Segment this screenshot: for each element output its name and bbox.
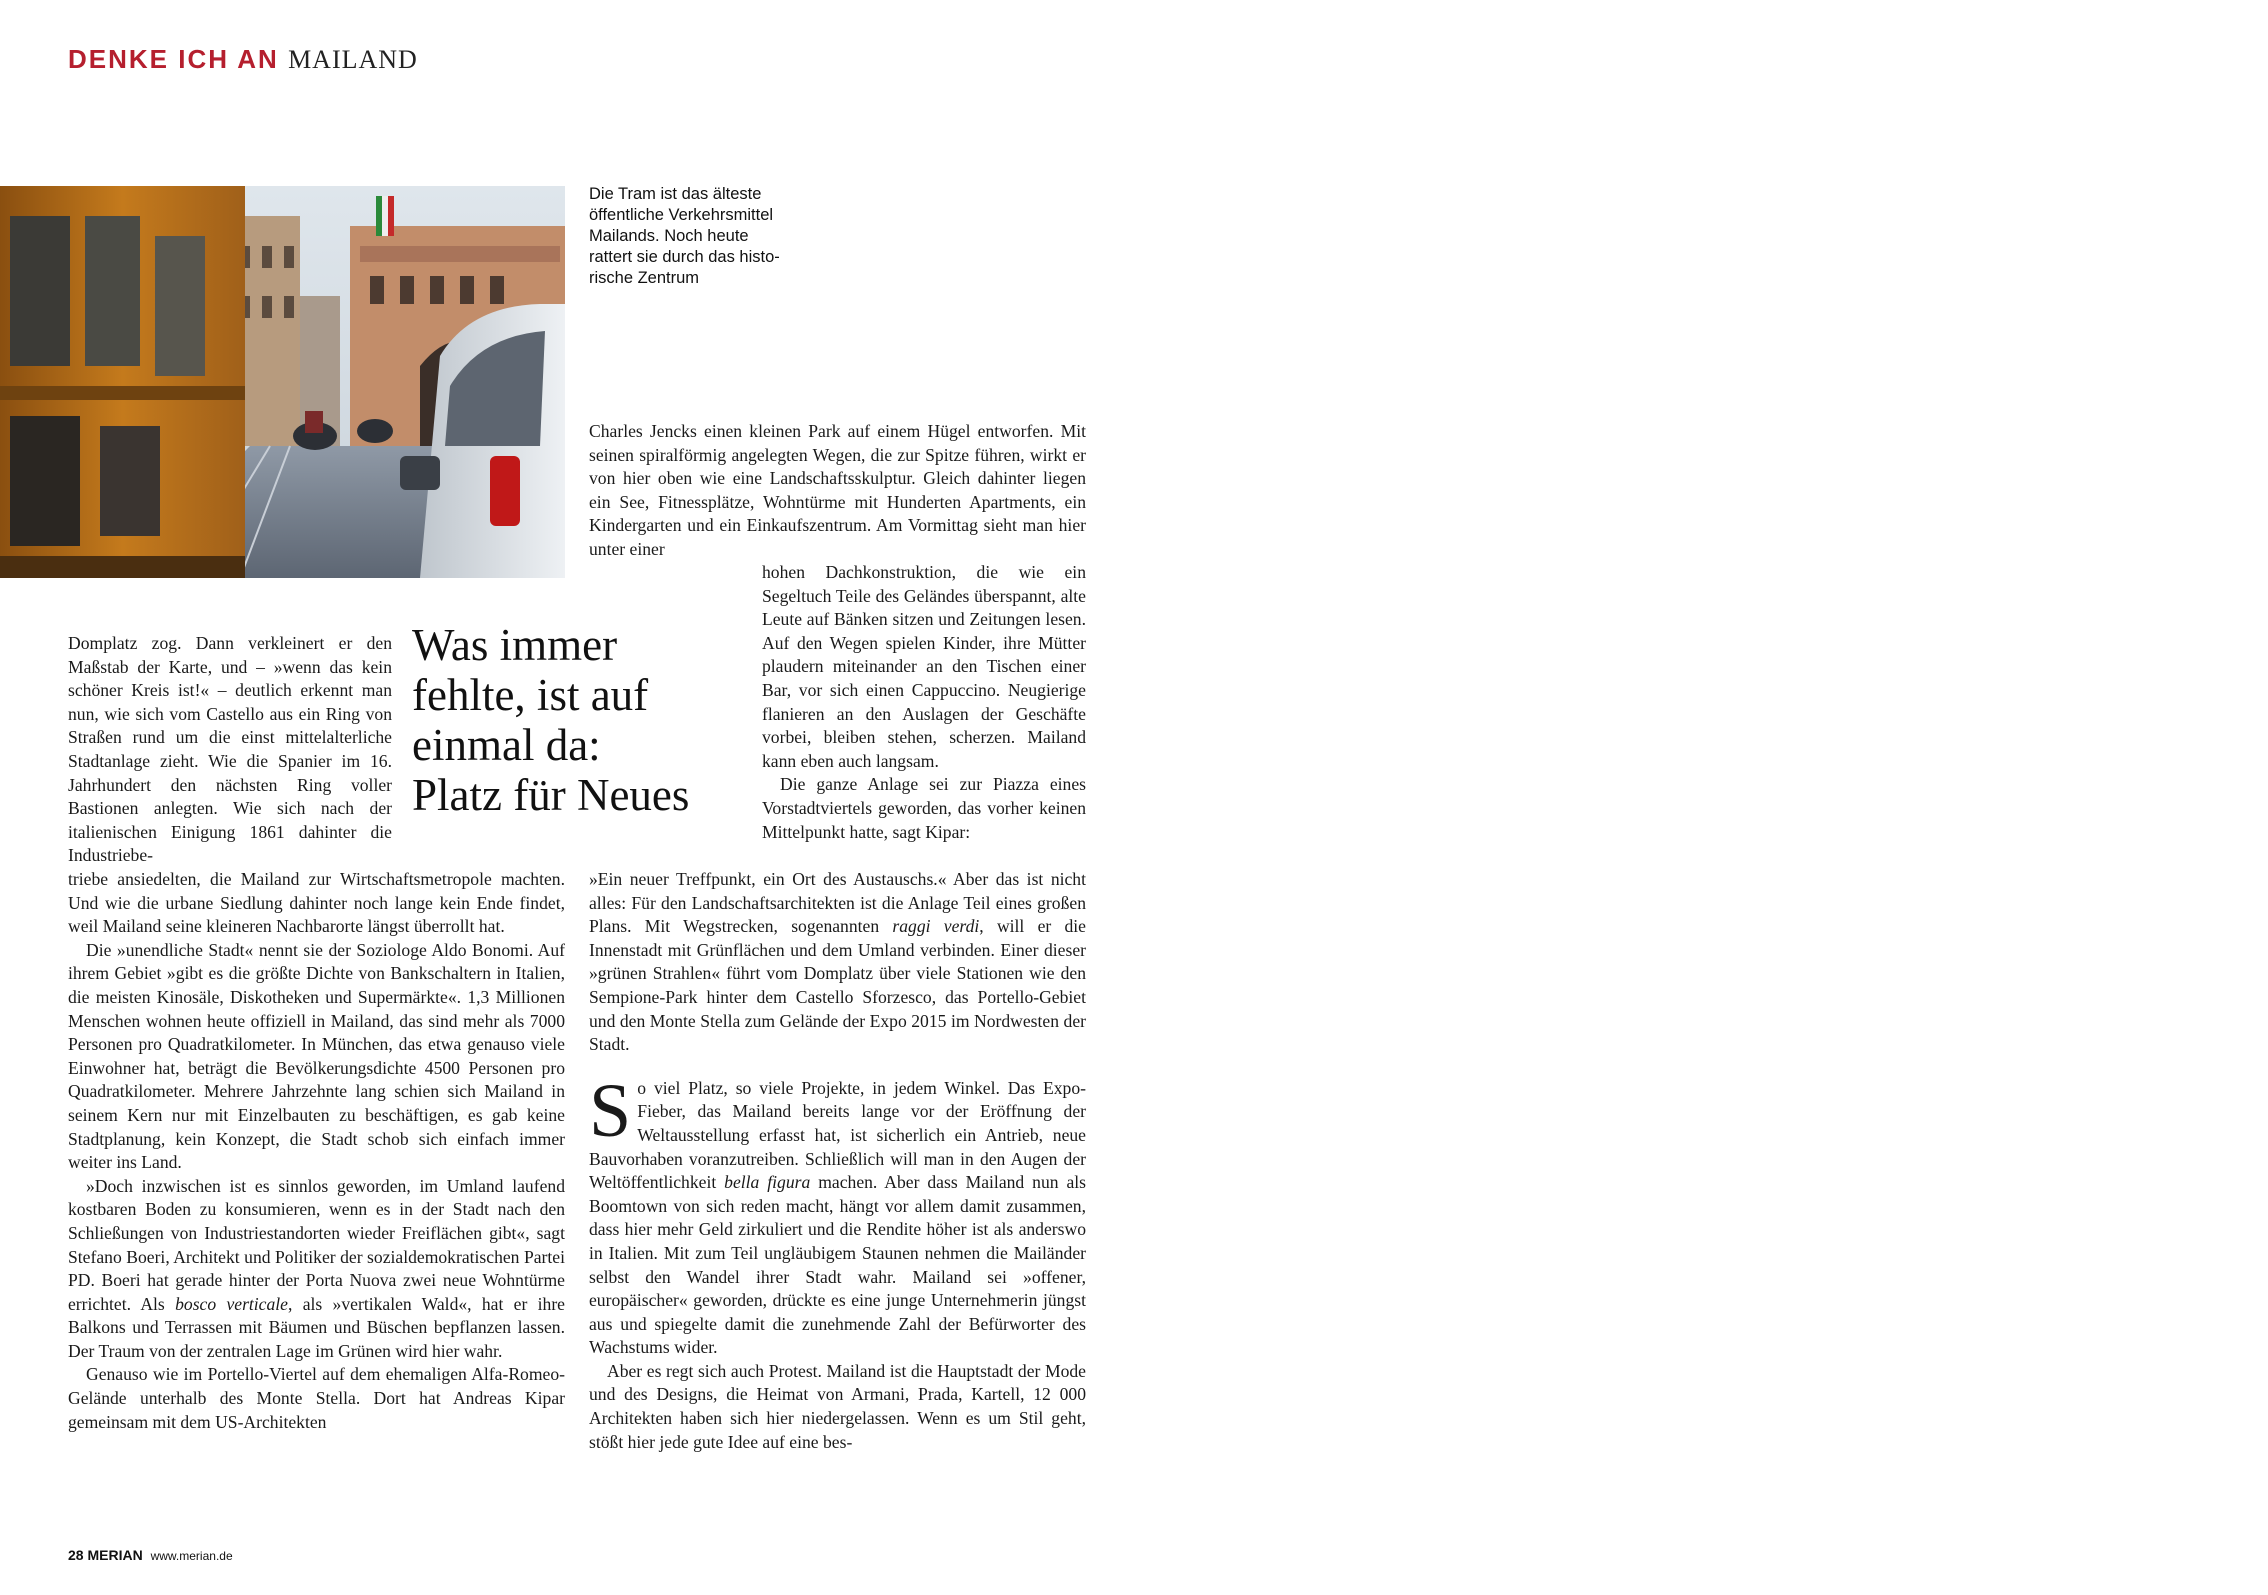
text-run: , will er die Innenstadt mit Grünflächen und dem Umland verbinden. Einer dieser »grünen Strahlen« führt vom Domplatz über viele Stationen wie den Sempione-Park hinter dem Castello Sforzesco, das Portello-Gebiet und den Monte Stella zum Gelände der Expo 2015 im Nordwesten der Stadt. xyxy=(589,916,1086,1055)
text-run: , als »vertikalen Wald«, hat er ihre Balkons und Terrassen mit Bäumen und Büschen bepflanzen lassen. Der Traum von der zentralen Lage im Grünen wird hier wahr. xyxy=(68,1293,565,1361)
kicker-label: DENKE ICH AN xyxy=(68,44,279,74)
text-run: »Ein neuer Treffpunkt, ein Ort des Austauschs.« Aber das ist nicht alles: Für den Landschaftsarchitekten ist die Anlage Teil eines großen Plans. Mit Wegstrecken, sogenannten xyxy=(589,869,1086,937)
italic-term: bella figura xyxy=(724,1172,811,1193)
website-link[interactable]: www.merian.de xyxy=(150,1549,233,1563)
left-column-narrow xyxy=(68,632,392,868)
page-footer xyxy=(68,1547,233,1563)
magazine-brand: MERIAN xyxy=(87,1547,143,1563)
body-paragraph: Domplatz zog. Dann verkleinert er den Maßstab der Karte, und – »wenn das kein schöner Kreis ist!« – deutlich erkennt man nun, wie sich vom Castello aus ein Ring von Straßen rund um die einst mittelalterliche Stadtanlage zieht. Wie die Spanier im 16. Jahrhundert den nächsten Ring voller Bastionen anlegten. Wie sich nach der italienischen Einigung 1861 dahinter die Industriebe- xyxy=(68,633,392,866)
right-column-narrow xyxy=(762,561,1086,844)
pull-quote xyxy=(412,620,752,820)
page-number: 28 xyxy=(68,1547,84,1563)
pull-quote-line: Was immer xyxy=(412,620,618,670)
left-column xyxy=(68,868,565,1434)
tram-street-illustration xyxy=(0,186,565,578)
kicker-topic: MAILAND xyxy=(288,45,418,74)
body-paragraph: hohen Dachkonstruktion, die wie ein Segeltuch Teile des Geländes überspannt, alte Leute auf Bänken sitzen und Zeitungen lesen. Auf den Wegen spielen Kinder, ihre Mütter plaudern miteinander an den Tischen einer Bar, vor sich einen Cappuccino. Neugierige flanieren an den Auslagen der Geschäfte vorbei, bleiben stehen, scherzen. Mailand kann eben auch langsam. xyxy=(762,562,1086,771)
body-paragraph xyxy=(68,1175,565,1364)
body-paragraph xyxy=(589,868,1086,1057)
body-paragraph: Die ganze Anlage sei zur Piazza eines Vorstadtviertels geworden, das vorher keinen Mittelpunkt hatte, sagt Kipar: xyxy=(762,774,1086,842)
body-paragraph: Genauso wie im Portello-Viertel auf dem ehemaligen Alfa-Romeo-Gelände unterhalb des Monte Stella. Dort hat Andreas Kipar gemeinsam mit dem US-Architekten xyxy=(68,1364,565,1432)
text-run: »Doch inzwischen ist es sinnlos geworden, im Umland laufend kostbaren Boden zu konsumieren, wenn es in der Stadt nach den Schließungen von Industriestandorten wieder Freiflächen gibt«, sagt Stefano Boeri, Architekt und Politiker der sozialdemokratischen Partei PD. Boeri hat gerade hinter der Porta Nuova zwei neue Wohntürme errichtet. Als xyxy=(68,1175,565,1314)
italic-term: raggi verdi xyxy=(892,916,980,937)
caption-line: Mailands. Noch heute xyxy=(589,227,749,245)
caption-line: rische Zentrum xyxy=(589,269,700,287)
drop-cap: S xyxy=(589,1068,632,1153)
text-run: machen. Aber dass Mailand nun als Boomtown von sich reden macht, hängt vor allem damit zusammen, dass hier mehr Geld zirkuliert und die Rendite höher ist als anderswo in Italien. Mit zum Teil ungläubigem Staunen nehmen die Mailänder selbst den Wandel ihrer Stadt wahr. Mailand sei »offener, europäischer« geworden, drückte es eine junge Unternehmerin jüngst aus und spiegelte damit die zunehmende Zahl der Befürworter des Wachstums wider. xyxy=(589,1172,1087,1358)
caption-line: rattert sie durch das histo- xyxy=(589,248,780,266)
right-column xyxy=(589,868,1086,1454)
body-paragraph: Aber es regt sich auch Protest. Mailand ist die Hauptstadt der Mode und des Designs, die Heimat von Armani, Prada, Kartell, 12 000 Architekten haben sich hier niedergelassen. Wenn es um Stil geht, stößt hier jede gute Idee auf eine bes- xyxy=(589,1360,1086,1452)
section-kicker xyxy=(68,44,418,75)
pull-quote-line: Platz für Neues xyxy=(412,770,690,820)
italic-term: bosco verticale xyxy=(175,1293,288,1314)
caption-line: öffentliche Verkehrsmittel xyxy=(589,206,774,224)
body-paragraph: Charles Jencks einen kleinen Park auf einem Hügel entworfen. Mit seinen spiralförmig angelegten Wegen, die zur Spitze führen, wirkt er von hier oben wie eine Landschaftsskulptur. Gleich dahinter liegen ein See, Fitnessplätze, Wohntürme mit Hunderten Apartments, ein Kindergarten und ein Einkaufszentrum. Am Vormittag sieht man hier unter einer xyxy=(589,421,1086,559)
caption-line: Die Tram ist das älteste xyxy=(589,185,762,203)
tram-photo xyxy=(0,186,565,578)
photo-caption xyxy=(589,184,814,289)
pull-quote-line: fehlte, ist auf xyxy=(412,670,649,720)
pull-quote-line: einmal da: xyxy=(412,720,601,770)
text-run: o viel Platz, so viele Projekte, in jedem Winkel. Das Expo-Fieber, das Mailand bereits lange vor der Eröffnung der Weltausstellung erfasst hat, ist sicherlich ein Antrieb, neue Bauvorhaben voranzutreiben. Schließlich will man in den Augen der Weltöffentlichkeit xyxy=(589,1077,1086,1193)
body-paragraph xyxy=(589,1068,1087,1360)
body-paragraph: triebe ansiedelten, die Mailand zur Wirtschaftsmetropole machten. Und wie die urbane Siedlung dahinter noch lange kein Ende findet, weil Mailand seine kleineren Nachbarorte längst überrollt hat. xyxy=(68,869,565,937)
right-column-top xyxy=(589,420,1086,562)
body-paragraph: Die »unendliche Stadt« nennt sie der Soziologe Aldo Bonomi. Auf ihrem Gebiet »gibt es die größte Dichte von Bankschaltern in Italien, die meisten Kinosäle, Diskotheken und Supermärkte«. 1,3 Millionen Menschen wohnen heute offiziell in Mailand, das sind mehr als 7000 Personen pro Quadratkilometer. In München, das etwa genauso viele Einwohner hat, beträgt die Bevölkerungsdichte 4500 Personen pro Quadratkilometer. Mehrere Jahrzehnte lang schien sich Mailand in seinem Kern nur mit Einzelbauten zu beschäftigen, es gab keine Stadtplanung, kein Konzept, die Stadt schob sich einfach immer weiter ins Land. xyxy=(68,939,565,1173)
